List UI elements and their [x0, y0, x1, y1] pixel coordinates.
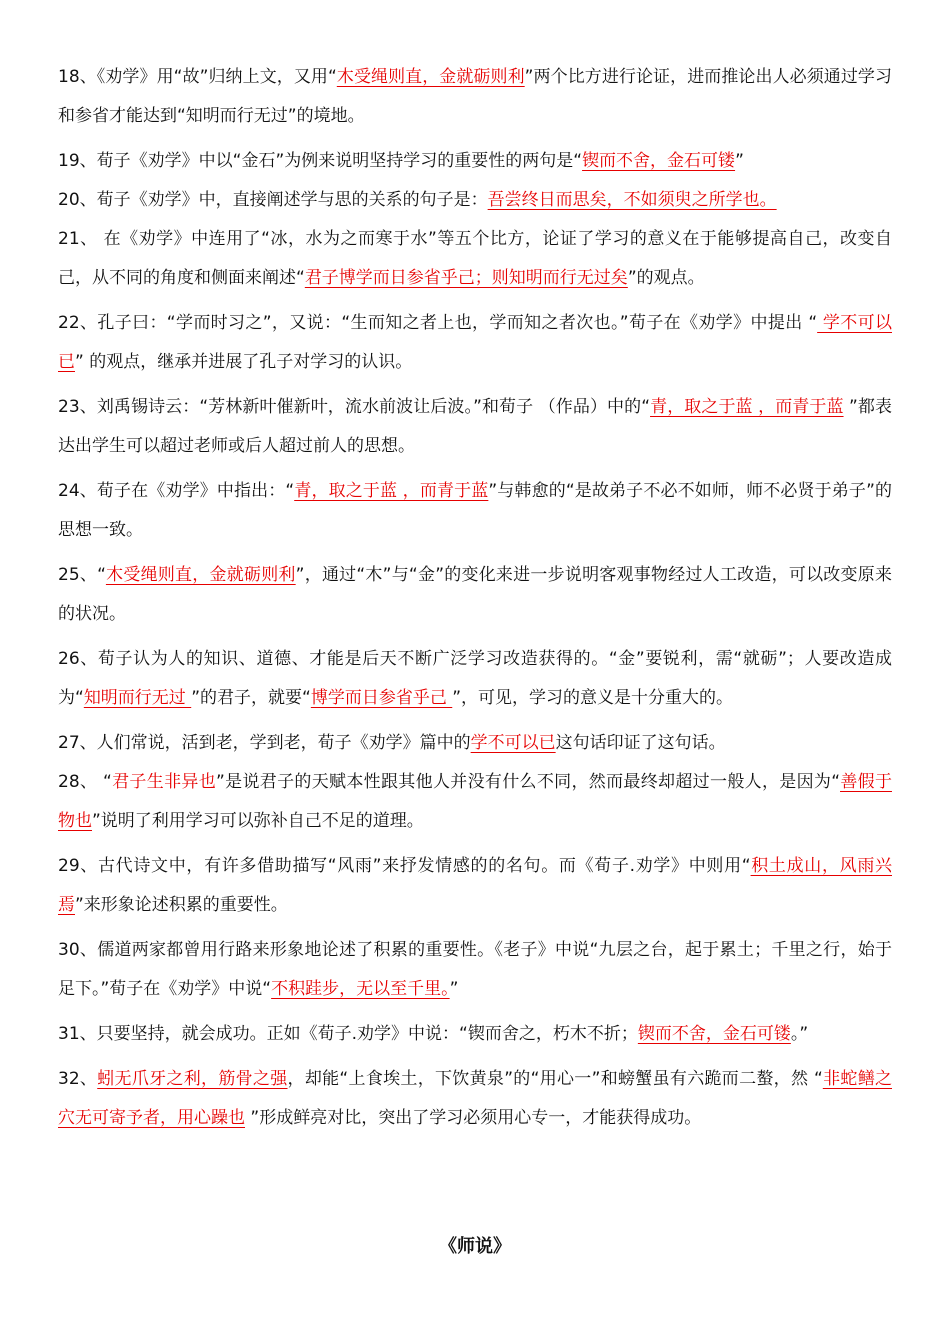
- answer-text: 锲而不舍，金石可镂: [582, 151, 736, 171]
- question-text: ”的君子，就要“: [191, 688, 311, 708]
- question-text: 这句话印证了这句话。: [555, 733, 726, 753]
- answer-text: 不积跬步，无以至千里。: [271, 979, 450, 999]
- section-title: 《师说》: [439, 1236, 511, 1257]
- question-number: 27、: [58, 733, 97, 753]
- question-item: [58, 640, 892, 718]
- question-number: 25、: [58, 565, 98, 585]
- answer-text: 知明而行无过: [83, 688, 192, 708]
- question-text: 刘禹锡诗云：“芳林新叶催新叶，流水前波让后波。”和荀子 （作品）中的“: [96, 397, 651, 417]
- question-number: 18、: [58, 67, 97, 87]
- question-number: 32、: [58, 1069, 98, 1089]
- question-text: ”，可见，学习的意义是十分重大的。: [452, 688, 734, 708]
- question-text: ，却能“上食埃土，下饮黄泉”的“用心一”和螃蟹虽有六跪而二螯，然 “: [287, 1069, 823, 1089]
- question-text: 。”: [790, 1024, 809, 1044]
- question-text: “: [97, 565, 106, 585]
- question-item: [58, 304, 892, 382]
- question-text: 荀子在《劝学》中指出：“: [96, 481, 295, 501]
- question-item: [58, 1060, 892, 1138]
- question-text: 人们常说，活到老，学到老，荀子《劝学》篇中的: [96, 733, 471, 753]
- question-item: [58, 388, 892, 466]
- question-item: [58, 1015, 892, 1054]
- answer-text: 学不可以已: [470, 733, 556, 753]
- answer-text: 木受绳则直，金就砺则利: [336, 67, 525, 87]
- question-text: 在《劝学》中连用了“冰，水为之而寒于水”等五个比方，论证了学习的意义在于能够提高自己，改变自己，从不同的角度和侧面来阐述“: [58, 229, 892, 288]
- question-text: ”: [449, 979, 459, 999]
- question-text: 孔子曰：“学而时习之”，又说：“生而知之者上也，学而知之者次也。”荀子在《劝学》中提出 “: [97, 313, 818, 333]
- question-item: [58, 181, 892, 220]
- question-item: [58, 58, 892, 136]
- question-text: ”两个比方进行论证，进而推论出人必须通过学习和参省才能达到“知明而行无过”的境地。: [58, 67, 893, 126]
- question-text: 《劝学》用“故”归纳上文，又用“: [96, 67, 337, 87]
- question-text: ”与韩愈的“是故弟子不必不如师，师不必贤于弟子”的思想一致。: [58, 481, 893, 540]
- question-text: 只要坚持，就会成功。正如《荀子.劝学》中说：“锲而舍之，朽木不折；: [96, 1024, 638, 1044]
- question-text: “: [97, 772, 112, 792]
- answer-text: 吾尝终日而思矣，不如须臾之所学也。: [487, 190, 777, 210]
- question-item: [58, 472, 892, 550]
- question-item: [58, 847, 892, 925]
- answer-text: 锲而不舍，金石可镂: [637, 1024, 791, 1044]
- answer-text: 积土成山，风雨兴焉: [58, 856, 892, 915]
- question-item: [58, 556, 892, 634]
- question-list: [58, 58, 892, 1138]
- question-text: 荀子《劝学》中以“金石”为例来说明坚持学习的重要性的两句是“: [96, 151, 583, 171]
- question-text: 儒道两家都曾用行路来形象地论述了积累的重要性。《老子》中说“九层之台，起于累土；千里之行，始于足下。”荀子在《劝学》中说“: [58, 940, 892, 999]
- question-text: ”是说君子的天赋本性跟其他人并没有什么不同，然而最终却超过一般人，是因为“: [216, 772, 841, 792]
- question-item: [58, 220, 892, 298]
- question-number: 29、: [58, 856, 98, 876]
- question-text: ”说明了利用学习可以弥补自己不足的道理。: [92, 811, 424, 831]
- answer-text: 蚓无爪牙之利，筋骨之强: [97, 1069, 288, 1089]
- question-number: 22、: [58, 313, 98, 333]
- question-number: 21、: [58, 229, 98, 249]
- question-number: 28、: [58, 772, 98, 792]
- question-text: ”: [735, 151, 744, 171]
- question-number: 19、: [58, 151, 97, 171]
- question-number: 26、: [58, 649, 98, 669]
- question-text: ”的观点。: [627, 268, 705, 288]
- question-text: ”，通过“木”与“金”的变化来进一步说明客观事物经过人工改造，可以改变原来的状况。: [58, 565, 892, 624]
- question-text: 荀子《劝学》中，直接阐述学与思的关系的句子是：: [96, 190, 488, 210]
- answer-text: 青，取之于蓝 ，而青于蓝: [294, 481, 489, 501]
- question-item: [58, 142, 892, 181]
- answer-text: 青，取之于蓝 ，而青于蓝: [650, 397, 844, 417]
- question-text: ”形成鲜亮对比，突出了学习必须用心专一，才能获得成功。: [245, 1108, 702, 1128]
- answer-text: 善假于物也: [58, 772, 892, 831]
- question-text: 古代诗文中，有许多借助描写“风雨”来抒发情感的的名句。而《荀子.劝学》中则用“: [98, 856, 751, 876]
- question-number: 24、: [58, 481, 97, 501]
- question-number: 23、: [58, 397, 97, 417]
- question-item: [58, 724, 892, 763]
- answer-text: 非蛇鳝之穴无可寄予者，用心躁也: [58, 1069, 892, 1128]
- answer-text: 君子博学而日参省乎己；则知明而行无过矣: [304, 268, 628, 288]
- answer-text: 木受绳则直，金就砺则利: [105, 565, 296, 585]
- question-number: 31、: [58, 1024, 97, 1044]
- answer-text: 博学而日参省乎己: [310, 688, 453, 708]
- answer-text: 学不可以已: [58, 313, 892, 372]
- question-text: 荀子认为人的知识、道德、才能是后天不断广泛学习改造获得的。“金”要锐利，需“就砺”；人要改造成为“: [58, 649, 892, 708]
- question-item: [58, 931, 892, 1009]
- question-text: ”都表达出学生可以超过老师或后人超过前人的思想。: [58, 397, 893, 456]
- question-text: ”来形象论述积累的重要性。: [75, 895, 288, 915]
- answer-text: 君子生非异也: [111, 772, 217, 792]
- question-number: 30、: [58, 940, 98, 960]
- question-item: [58, 763, 892, 841]
- question-text: ” 的观点，继承并进展了孔子对学习的认识。: [75, 352, 413, 372]
- question-number: 20、: [58, 190, 97, 210]
